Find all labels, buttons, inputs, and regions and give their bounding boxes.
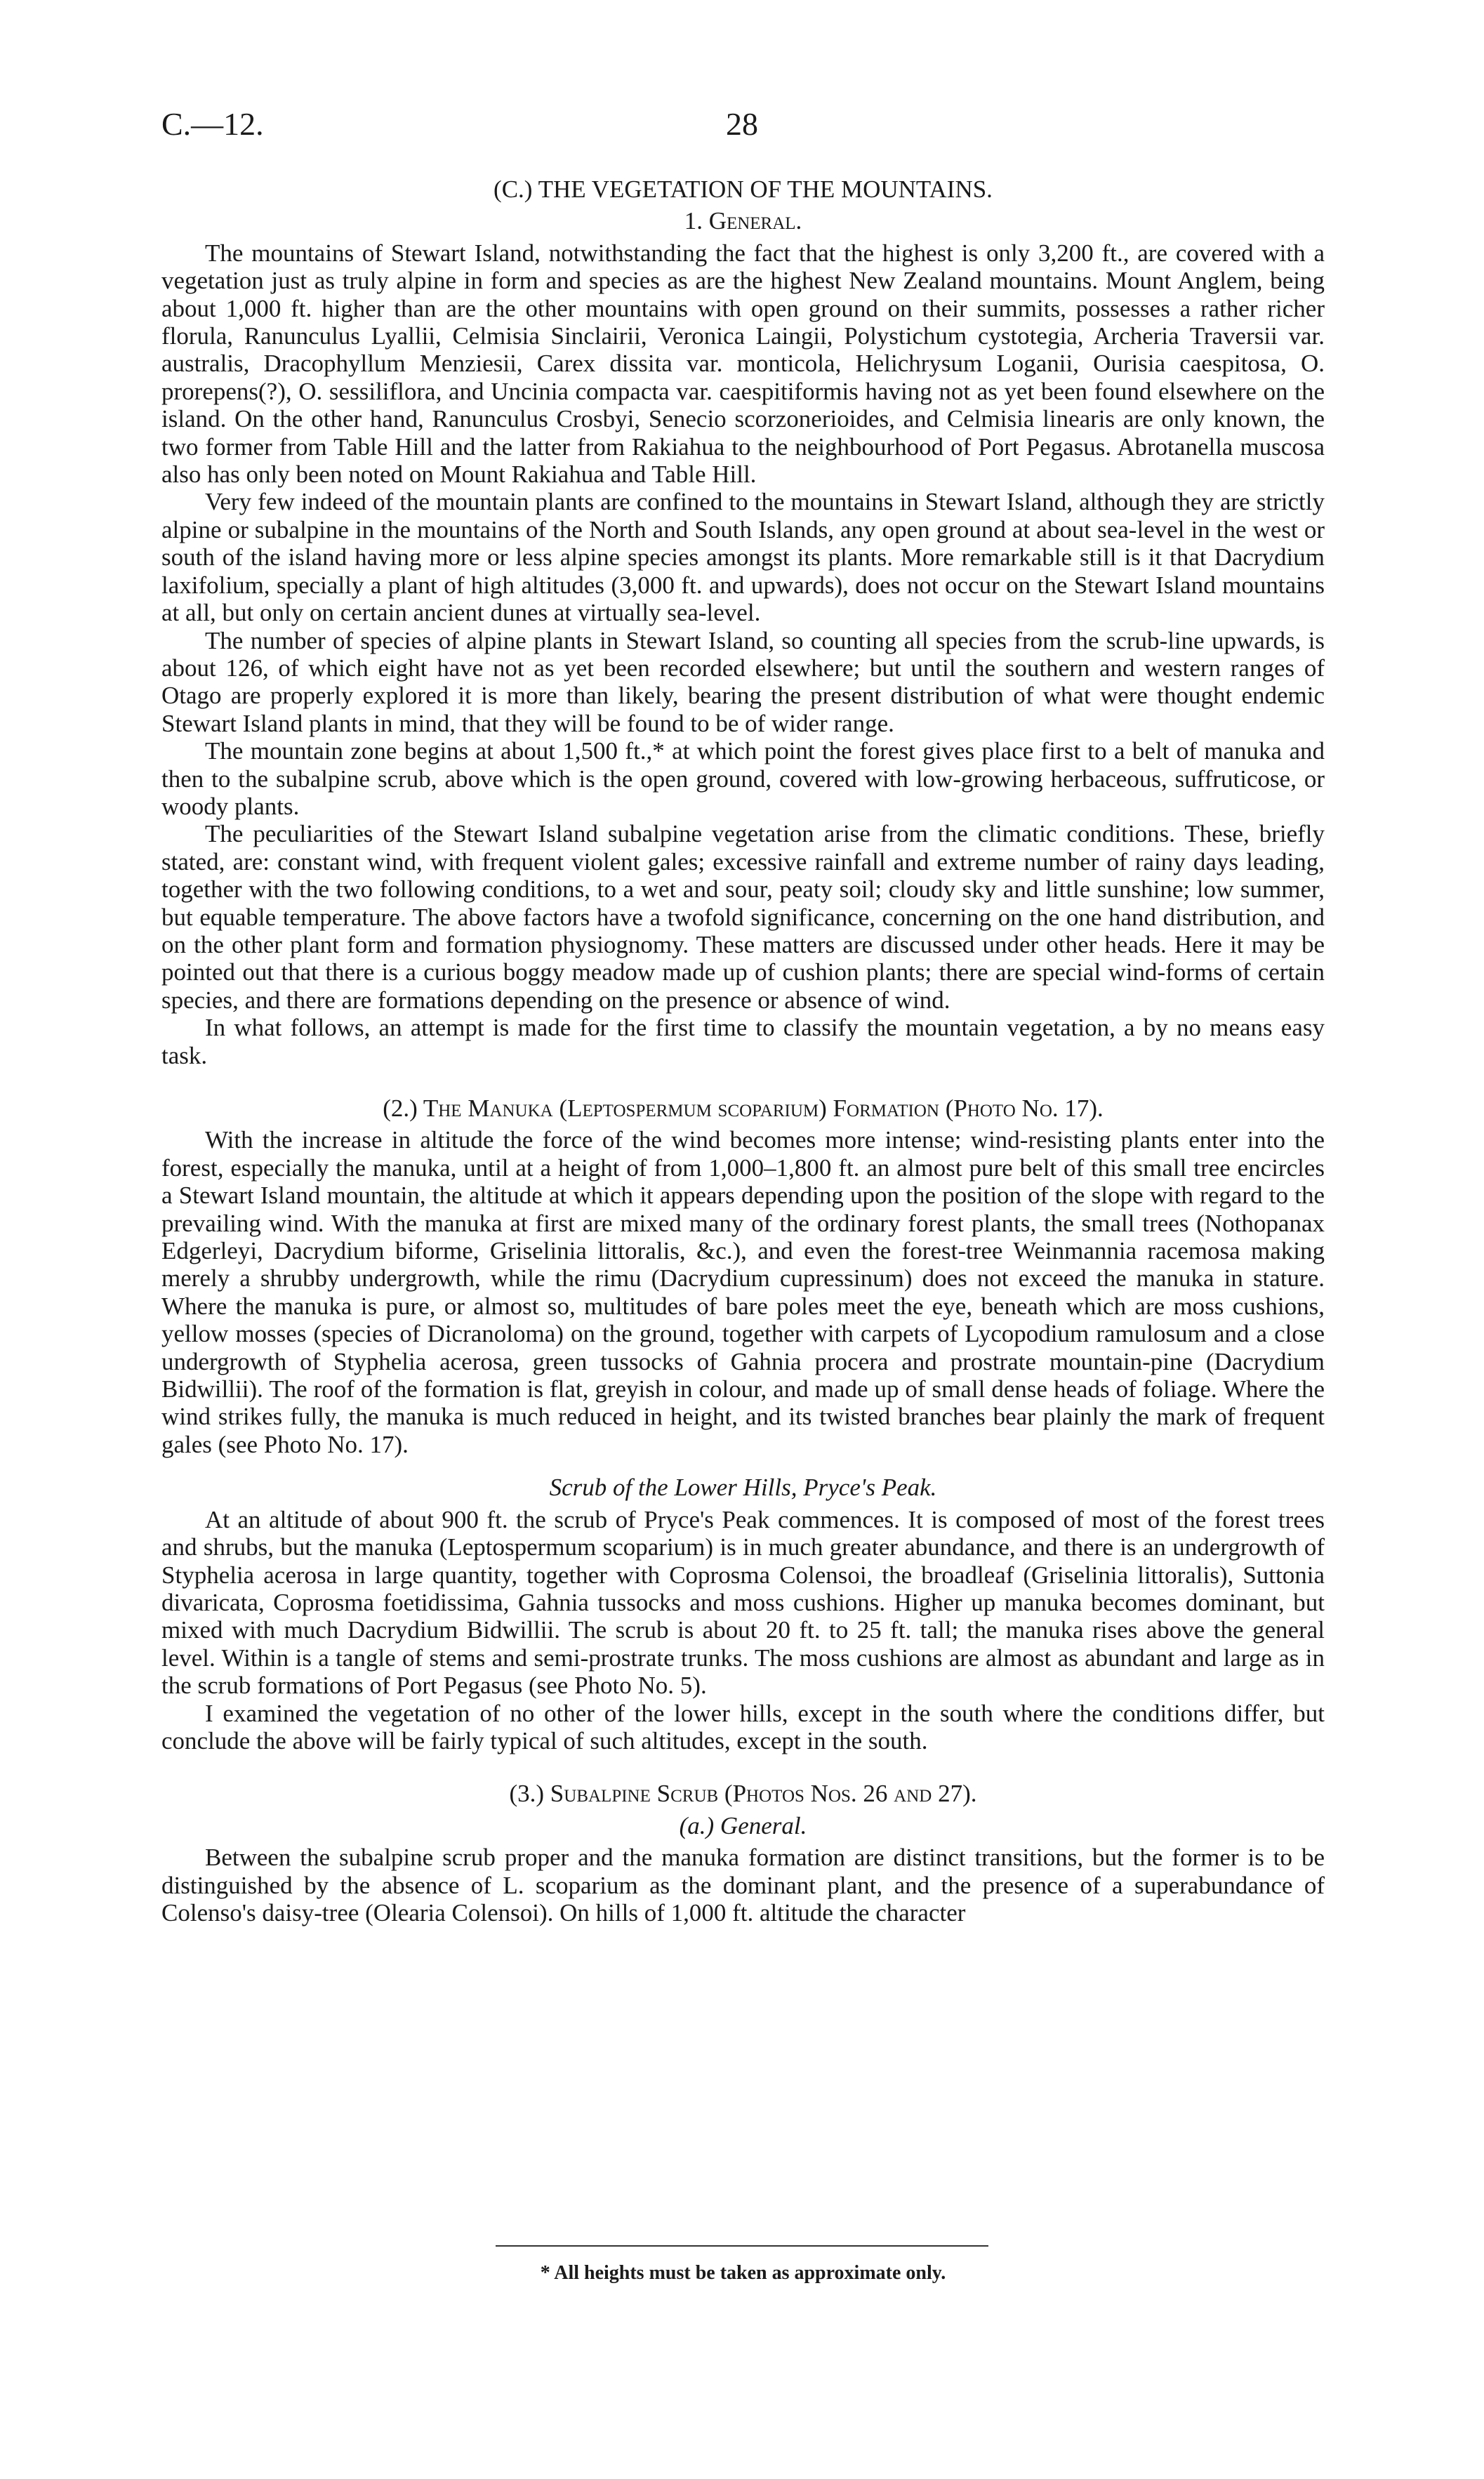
paragraph: The number of species of alpine plants in Stewart Island, so counting all species from the scrub-line upwards, is about 126, of which eight have not as yet been recorded elsewhere; but until the southern and western ranges of Otago are properly explored it is more than likely, bearing the present distribution of what were thought endemic Stewart Island plants in mind, that they will be found to be of wider range. [161,626,1325,737]
paragraph: I examined the vegetation of no other of the lower hills, except in the south where the conditions differ, but conclude the above will be fairly typical of such altitudes, except in the south. [161,1699,1325,1754]
page-header [161,105,1323,161]
footnote-divider [496,2245,988,2247]
paragraph: The mountain zone begins at about 1,500 ft.,* at which point the forest gives place first to a belt of manuka and then to the subalpine scrub, above which is the open ground, covered with low-growing herbaceous, suffruticose, or woody plants. [161,737,1325,820]
subsection-subalpine-scrub-title: (3.) Subalpine Scrub (Photos Nos. 26 and 27). [509,1780,977,1808]
page-number: 28 [726,106,758,142]
paragraph: The peculiarities of the Stewart Island subalpine vegetation arise from the climatic conditions. These, briefly stated, are: constant wind, with frequent violent gales; excessive rainfall and extreme number of rainy days leading, together with the two following conditions, to a wet and sour, peaty soil; cloudy sky and little sunshine; low summer, but equable temperature. The above factors have a twofold significance, concerning on the one hand distribution, and on the other plant form and formation physiognomy. These matters are discussed under other heads. Here it may be pointed out that there is a curious boggy meadow made up of cushion plants; there are special wind-forms of certain species, and there are formations depending on the presence or absence of wind. [161,820,1325,1014]
paragraph: Between the subalpine scrub proper and the manuka formation are distinct transitions, but the former is to be distinguished by the absence of L. scoparium as the dominant plant, and the presence of a superabundance of Colenso's daisy-tree (Olearia Colensoi). On hills of 1,000 ft. altitude the character [161,1844,1325,1926]
page-body [161,176,1325,1926]
paragraph: With the increase in altitude the force of the wind becomes more intense; wind-resisting plants enter into the forest, especially the manuka, until at a height of from 1,000–1,800 ft. an almost pure belt of this small tree encircles a Stewart Island mountain, the altitude at which it appears depending upon the position of the slope with regard to the prevailing wind. With the manuka at first are mixed many of the ordinary forest plants, the small trees (Nothopanax Edgerleyi, Dacrydium biforme, Griselinia littoralis, &c.), and even the forest-tree Weinmannia racemosa making merely a shrubby undergrowth, while the rimu (Dacrydium cupressinum) does not exceed the manuka in stature. Where the manuka is pure, or almost so, multitudes of bare poles meet the eye, beneath which are moss cushions, yellow mosses (species of Dicranoloma) on the ground, together with carpets of Lycopodium ramulosum and a close undergrowth of Styphelia acerosa, green tussocks of Gahnia procera and prostrate mountain-pine (Dacrydium Bidwillii). The roof of the formation is flat, greyish in colour, and made up of small dense heads of foliage. Where the wind strikes fully, the manuka is much reduced in height, and its twisted branches bear plainly the mark of frequent gales (see Photo No. 17). [161,1126,1325,1458]
subsection-scrub-lower-hills-title: Scrub of the Lower Hills, Pryce's Peak. [549,1474,937,1502]
subsection-general-a-title: (a.) General. [679,1811,807,1839]
paragraph: Very few indeed of the mountain plants are confined to the mountains in Stewart Island, although they are strictly alpine or subalpine in the mountains of the North and South Islands, any open ground at about sea-level in the west or south of the island having more or less alpine species amongst its plants. More remarkable still is it that Dacrydium laxifolium, specially a plant of high altitudes (3,000 ft. and upwards), does not occur on the Stewart Island mountains at all, but only on certain ancient dunes at virtually sea-level. [161,488,1325,627]
subsection-manuka-title: (2.) The Manuka (Leptospermum scoparium) Formation (Photo No. 17). [383,1095,1104,1122]
paragraph: The mountains of Stewart Island, notwithstanding the fact that the highest is only 3,200 ft., are covered with a vegetation just as truly alpine in form and species as are the highest New Zealand mountains. Mount Anglem, being about 1,000 ft. higher than are the other mountains with open ground on their summits, possesses a rather richer florula, Ranunculus Lyallii, Celmisia Sinclairii, Veronica Laingii, Polystichum cystotegia, Archeria Traversii var. australis, Dracophyllum Menziesii, Carex dissita var. monticola, Helichrysum Loganii, Ourisia caespitosa, O. prorepens(?), O. sessiliflora, and Uncinia compacta var. caespitiformis having not as yet been found elsewhere on the island. On the other hand, Ranunculus Crosbyi, Senecio scorzonerioides, and Celmisia linearis are only known, the two former from Table Hill and the latter from Rakiahua to the neighbourhood of Port Pegasus. Abrotanella muscosa also has only been noted on Mount Rakiahua and Table Hill. [161,239,1325,489]
document-code: C.—12. [161,106,264,142]
paragraph: At an altitude of about 900 ft. the scrub of Pryce's Peak commences. It is composed of most of the forest trees and shrubs, but the manuka (Leptospermum scoparium) is in much greater abundance, and there is an undergrowth of Styphelia acerosa in large quantity, together with Coprosma Colensoi, the broadleaf (Griselinia littoralis), Suttonia divaricata, Coprosma foetidissima, Gahnia tussocks and moss cushions. Higher up manuka becomes dominant, but mixed with much Dacrydium Bidwillii. The scrub is about 20 ft. to 25 ft. tall; the manuka rises above the general level. Within is a tangle of stems and semi-prostrate trunks. The moss cushions are almost as abundant and large as in the scrub formations of Port Pegasus (see Photo No. 5). [161,1505,1325,1700]
paragraph: In what follows, an attempt is made for the first time to classify the mountain vegetation, a by no means easy task. [161,1014,1325,1069]
section-title: (C.) THE VEGETATION OF THE MOUNTAINS. [493,176,993,203]
subsection-general-title: 1. General. [684,207,802,235]
footnote: * All heights must be taken as approximate only. [540,2262,946,2284]
